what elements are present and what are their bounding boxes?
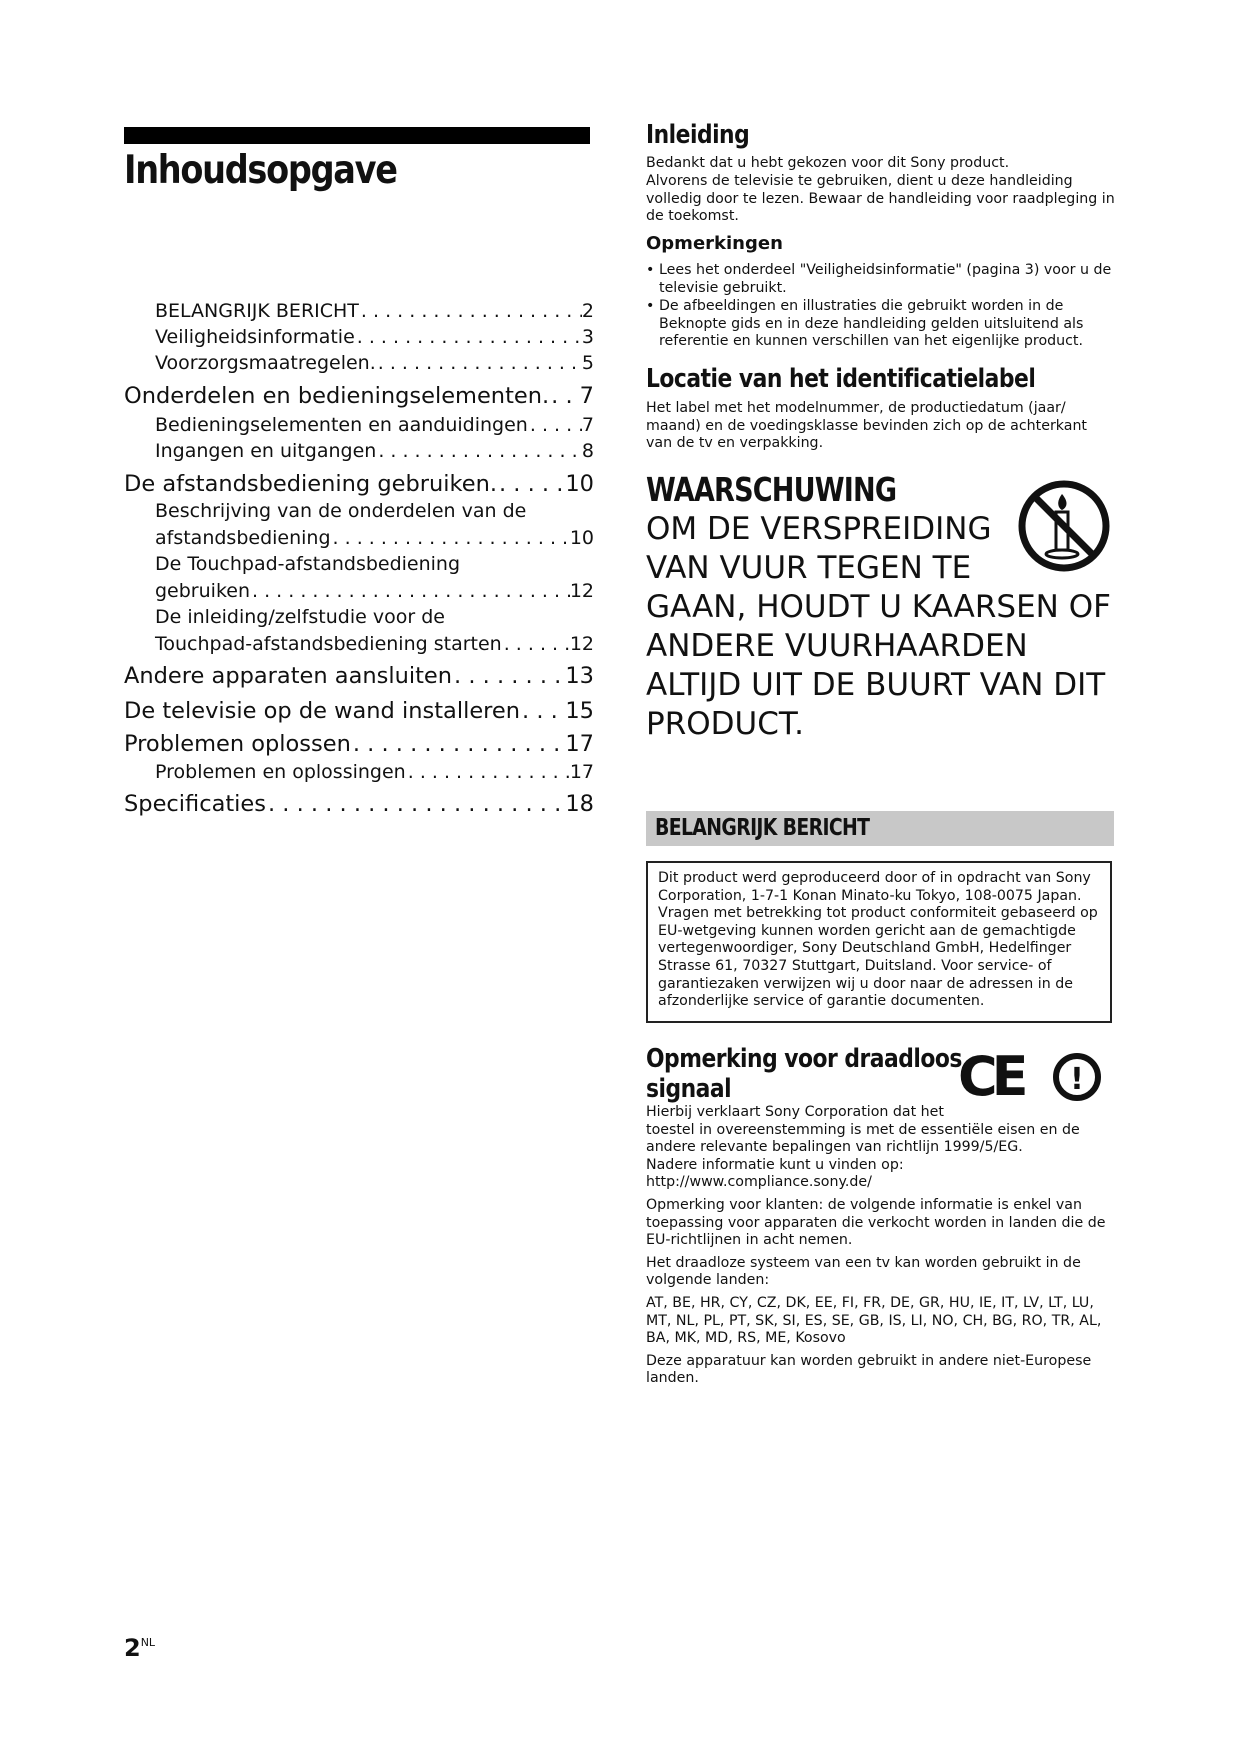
toc-entry-page: 7 [579,383,594,409]
ce-mark: CE [958,1045,1023,1108]
warning-line: VAN VUUR TEGEN TE [646,550,972,586]
toc-entry[interactable] [124,300,594,326]
intro-heading: Inleiding [646,120,750,150]
title-rule [124,127,590,144]
toc-entry[interactable] [124,731,594,761]
toc-entry-title: Specificaties [124,791,266,817]
toc-leader [520,698,565,724]
page-title: Inhoudsopgave [124,148,397,193]
toc-entry[interactable] [124,698,594,731]
wireless-p3: Het draadloze systeem van een tv kan worden gebruikt in de volgende landen: [646,1254,1081,1289]
warning-line: GAAN, HOUDT U KAARSEN OF [646,589,1111,625]
label-location-text: Het label met het modelnummer, de productiedatum (jaar/ maand) en de voedingsklasse bevinden zich op de achterkant van de tv en verpakking. [646,400,1087,452]
note-item: • Lees het onderdeel "Veiligheidsinformatie" (pagina 3) voor u de televisie gebruikt. [646,262,1116,297]
toc-leader [528,414,582,436]
toc-entry-title: Problemen en oplossingen [155,761,406,783]
alert-class-icon [1052,1052,1102,1102]
notice-heading-bar [646,811,1114,846]
toc-entry[interactable] [124,663,594,698]
toc-entry[interactable] [124,527,594,553]
toc-entry-title: Touchpad-afstandsbediening starten [155,633,502,655]
notice-text: Dit product werd geproduceerd door of in opdracht van Sony Corporation, 1-7-1 Konan Minato-ku Tokyo, 108-0075 Japan. Vragen met betrekking tot product conformiteit gebaseerd op EU-wetgeving kunnen worden gericht aan de gemachtigde vertegenwoordiger, Sony Deutschland GmbH, Hedelfinger Strasse 61, 70327 Stuttgart, Duitsland. Voor service- of garantiezaken verwijzen wij u door naar de adressen in de afzonderlijke service of garantie documenten. [658,870,1098,1010]
toc-leader [376,440,582,462]
warning-heading: WAARSCHUWING [646,470,897,509]
compliance-url[interactable]: http://www.compliance.sony.de/ [646,1174,872,1191]
wireless-heading-line1: Opmerking voor draadloos [646,1044,962,1074]
toc-entry-title: Problemen oplossen [124,731,351,757]
toc-leader [497,471,565,497]
toc-entry-page: 17 [569,761,594,783]
toc-entry-title: Onderdelen en bedieningselementen. [124,383,550,409]
toc-entry-page: 15 [565,698,594,724]
toc-leader [250,580,570,602]
toc-entry[interactable] [124,761,594,791]
page-number-value: 2 [124,1634,141,1662]
toc-entry-title: Beschrijving van de onderdelen van de [155,500,527,522]
language-code: NL [140,1636,156,1649]
toc-entry-title: Andere apparaten aansluiten [124,663,453,689]
toc-entry[interactable] [124,440,594,471]
wireless-p4: Deze apparatuur kan worden gebruikt in andere niet-Europese landen. [646,1352,1092,1387]
wireless-heading-line2: signaal [646,1074,732,1104]
toc-entry-title: gebruiken [155,580,250,602]
notice-box [646,861,1112,1023]
toc-leader [376,352,582,374]
warning-line: PRODUCT. [646,706,804,742]
warning-line: ALTIJD UIT DE BUURT VAN DIT [646,667,1106,703]
toc-entry-line1[interactable] [124,553,594,580]
toc-entry-page: 10 [565,471,594,497]
no-candle-icon [1016,478,1112,574]
intro-thanks: Bedankt dat u hebt gekozen voor dit Sony product. [646,155,1010,171]
toc-leader [355,326,582,348]
toc-leader [452,663,565,689]
warning-line: ANDERE VUURHAARDEN [646,628,1028,664]
toc-entry-page: 12 [569,633,594,655]
toc-entry-page: 10 [569,527,594,549]
warning-line: OM DE VERSPREIDING [646,511,992,547]
toc-entry-title: De televisie op de wand installeren [124,698,521,724]
toc-entry[interactable] [124,352,594,383]
toc-entry-line1[interactable] [124,606,594,633]
wireless-p1-line1: Hierbij verklaart Sony Corporation dat het [646,1104,944,1120]
toc-entry-title: Veiligheidsinformatie [155,326,355,348]
wireless-p1-rest: toestel in overeenstemming is met de essentiële eisen en de andere relevante bepalingen van richtlijn 1999/5/EG. [646,1121,1080,1156]
toc-entry[interactable] [124,633,594,663]
toc-leader [359,300,582,322]
toc-entry-title: Voorzorgsmaatregelen. [155,352,376,374]
toc-entry-title: De Touchpad-afstandsbediening [155,553,461,575]
toc-entry-page: 2 [581,300,594,322]
toc-entry-page: 17 [565,731,594,757]
toc-entry-page: 5 [581,352,594,374]
toc-leader [351,731,566,757]
toc-entry[interactable] [124,580,594,606]
toc-entry-page: 13 [565,663,594,689]
notice-heading: BELANGRIJK BERICHT [655,815,870,841]
alert-mark: ! [1070,1062,1084,1097]
toc-entry-title: BELANGRIJK BERICHT [155,300,359,322]
toc-leader [331,527,570,549]
label-location-heading: Locatie van het identificatielabel [646,364,1036,394]
toc-entry[interactable] [124,383,594,414]
toc-entry-page: 7 [581,414,594,436]
toc-entry-title: Bedieningselementen en aanduidingen [155,414,528,436]
toc-entry-title: De inleiding/zelfstudie voor de [155,606,445,628]
toc-entry[interactable] [124,471,594,500]
wireless-text [646,1104,1116,1388]
toc-leader [266,791,565,817]
toc-entry-line1[interactable] [124,500,594,527]
wireless-p1-more: Nadere informatie kunt u vinden op: [646,1156,904,1173]
notes-list [646,262,1116,352]
toc-entry-title: afstandsbediening [155,527,331,549]
note-item: • De afbeeldingen en illustraties die gebruikt worden in de Beknopte gids en in deze handleiding gelden uitsluitend als referentie en kunnen verschillen van het eigenlijke product. [646,298,1116,351]
page-number [124,1634,155,1662]
toc-leader [406,761,570,783]
toc-entry[interactable] [124,326,594,352]
intro-read-manual: Alvorens de televisie te gebruiken, dient u deze handleiding volledig door te lezen. Bewaar de handleiding voor raadpleging in de toekomst. [646,173,1115,225]
notes-heading: Opmerkingen [646,233,783,254]
toc-entry-title: Ingangen en uitgangen [155,440,377,462]
toc-entry[interactable] [124,791,594,825]
toc-entry-page: 12 [569,580,594,602]
toc-entry-title: De afstandsbediening gebruiken. [124,471,497,497]
toc-entry-page: 18 [565,791,594,817]
wireless-p2: Opmerking voor klanten: de volgende informatie is enkel van toepassing voor apparaten die verkocht worden in landen die de EU-richtlijnen in acht nemen. [646,1196,1106,1249]
toc-leader [502,633,570,655]
country-list: AT, BE, HR, CY, CZ, DK, EE, FI, FR, DE, GR, HU, IE, IT, LV, LT, LU, MT, NL, PL, PT, SK, SI, ES, SE, GB, IS, LI, NO, CH, BG, RO, TR, AL, BA, MK, MD, RS, ME, Kosovo [646,1294,1102,1347]
toc-entry-page: 3 [581,326,594,348]
toc-entry[interactable] [124,414,594,440]
table-of-contents [124,300,594,825]
toc-entry-page: 8 [581,440,594,462]
toc-leader [549,383,580,409]
